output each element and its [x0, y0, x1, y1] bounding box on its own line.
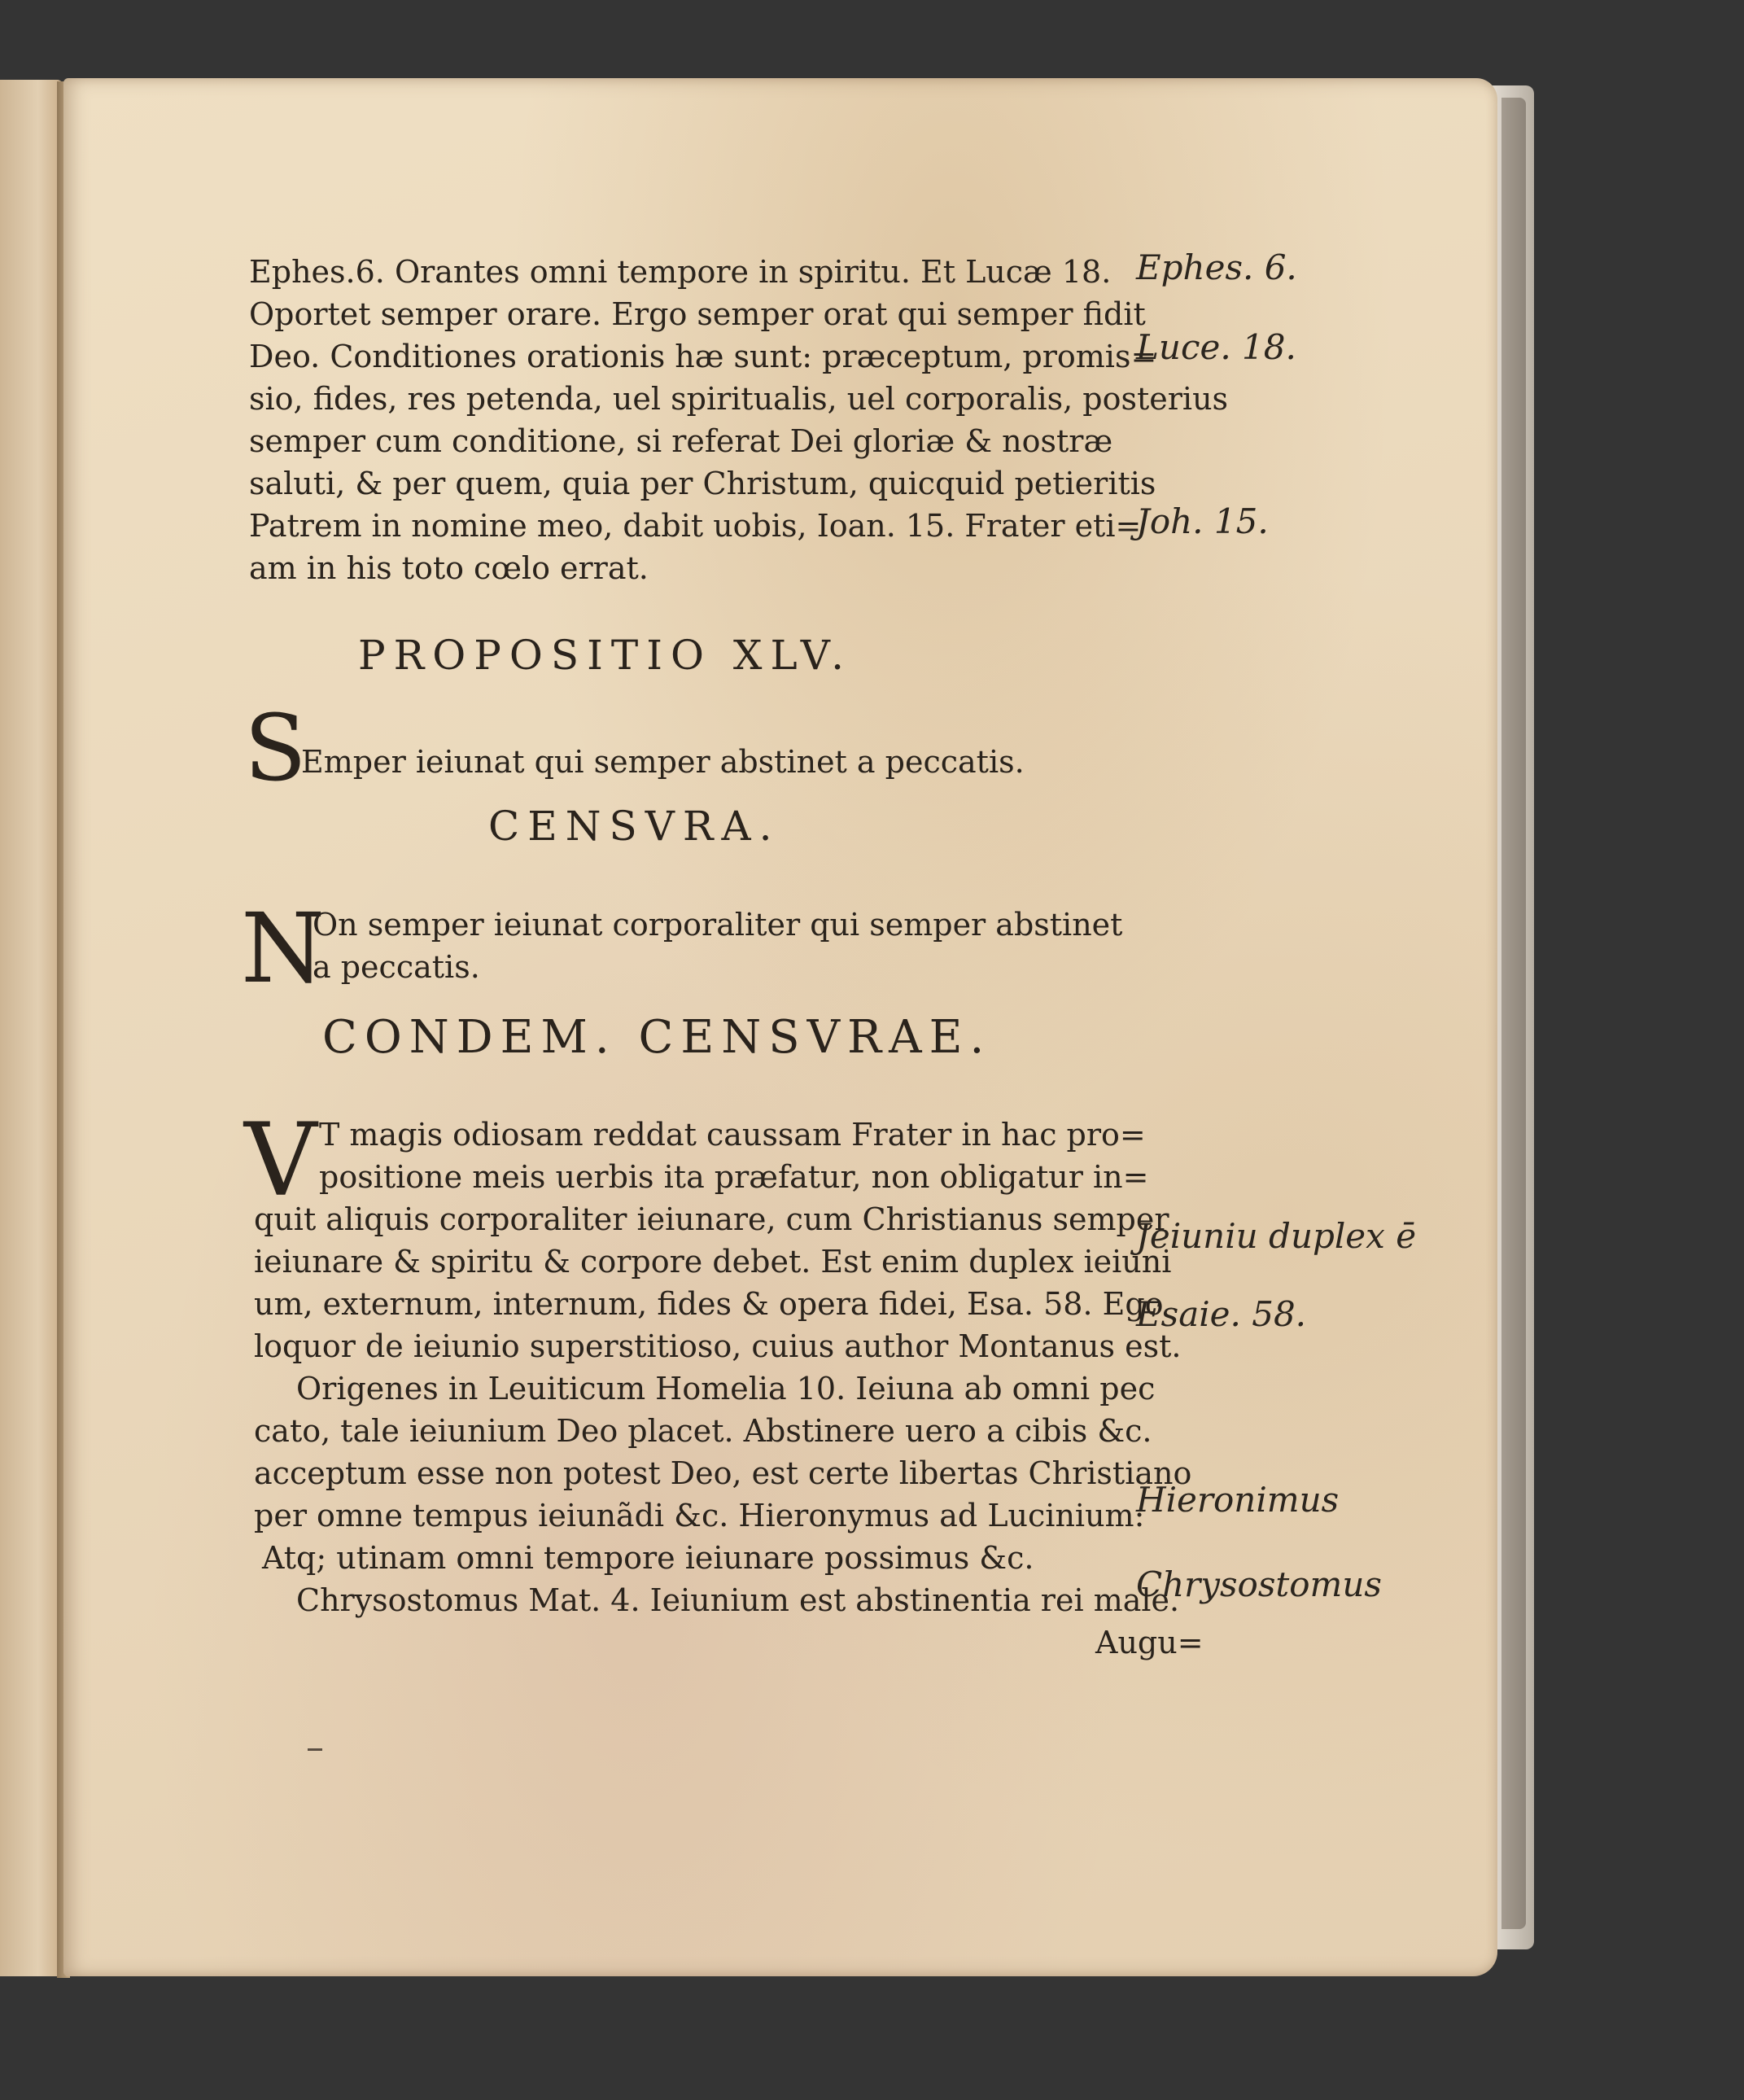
marginal-note: Hieronimus: [1136, 1480, 1340, 1520]
facing-page-edge: [0, 80, 63, 1976]
censura-line: On semper ieiunat corporaliter qui semper abstinet: [313, 907, 1123, 943]
condem-cap-line: positione meis uerbis ita præfatur, non obligatur in=: [319, 1159, 1149, 1195]
body-line: semper cum conditione, si referat Dei gloriæ & nostræ: [249, 423, 1113, 459]
body-line: Origenes in Leuiticum Homelia 10. Ieiuna ab omni pec: [296, 1371, 1156, 1407]
body-line: Patrem in nomine meo, dabit uobis, Ioan. 15. Frater eti=: [249, 508, 1142, 544]
condem-heading: CONDEM. CENSVRAE.: [322, 1011, 992, 1064]
book-page: [63, 78, 1497, 1976]
condem-cap-line: T magis odiosam reddat caussam Frater in hac pro=: [319, 1117, 1146, 1153]
body-line: quit aliquis corporaliter ieiunare, cum Christianus semper: [254, 1201, 1169, 1237]
body-line: sio, fides, res petenda, uel spiritualis, uel corporalis, posterius: [249, 381, 1229, 417]
body-line: Oportet semper orare. Ergo semper orat qui semper fidit: [249, 296, 1146, 332]
catchword: Augu=: [1095, 1625, 1204, 1660]
proposition-initial: S: [244, 696, 307, 802]
body-line: saluti, & per quem, quia per Christum, quicquid petieritis: [249, 466, 1156, 501]
body-line: Ephes.6. Orantes omni tempore in spiritu. Et Lucæ 18.: [249, 254, 1112, 290]
page-stack-shadow: [1501, 98, 1526, 1929]
condem-initial: V: [244, 1102, 317, 1219]
printer-mark: [308, 1748, 322, 1751]
body-line: am in his toto cœlo errat.: [249, 550, 649, 586]
body-line: Deo. Conditiones orationis hæ sunt: præceptum, promis=: [249, 339, 1157, 374]
censura-line: a peccatis.: [313, 949, 480, 985]
body-line: per omne tempus ieiunãdi &c. Hieronymus ad Lucinium:: [254, 1498, 1145, 1533]
body-line: ieiunare & spiritu & corpore debet. Est enim duplex ieiuni: [254, 1244, 1172, 1280]
proposition-text: Emper ieiunat qui semper abstinet a peccatis.: [301, 744, 1025, 780]
body-line: um, externum, internum, fides & opera fidei, Esa. 58. Ego: [254, 1286, 1164, 1322]
body-line: Chrysostomus Mat. 4. Ieiunium est abstinentia rei male.: [296, 1582, 1180, 1618]
proposition-heading: PROPOSITIO XLV.: [358, 632, 853, 679]
marginal-note: Joh. 15.: [1136, 501, 1269, 541]
censura-initial: N: [241, 892, 326, 1004]
censura-heading: CENSVRA.: [488, 803, 780, 850]
marginal-note: Ephes. 6.: [1136, 247, 1297, 287]
marginal-note: Jeiuniu duplex ē: [1136, 1216, 1417, 1256]
body-line: loquor de ieiunio superstitioso, cuius author Montanus est.: [254, 1328, 1182, 1364]
marginal-note: Chrysostomus: [1136, 1564, 1382, 1604]
marginal-note: Esaie. 58.: [1136, 1294, 1307, 1334]
body-line: Atq; utinam omni tempore ieiunare possimus &c.: [262, 1540, 1034, 1576]
marginal-note: Luce. 18.: [1136, 327, 1296, 367]
body-line: cato, tale ieiunium Deo placet. Abstinere uero a cibis &c.: [254, 1413, 1152, 1449]
body-line: acceptum esse non potest Deo, est certe libertas Christiano: [254, 1455, 1192, 1491]
